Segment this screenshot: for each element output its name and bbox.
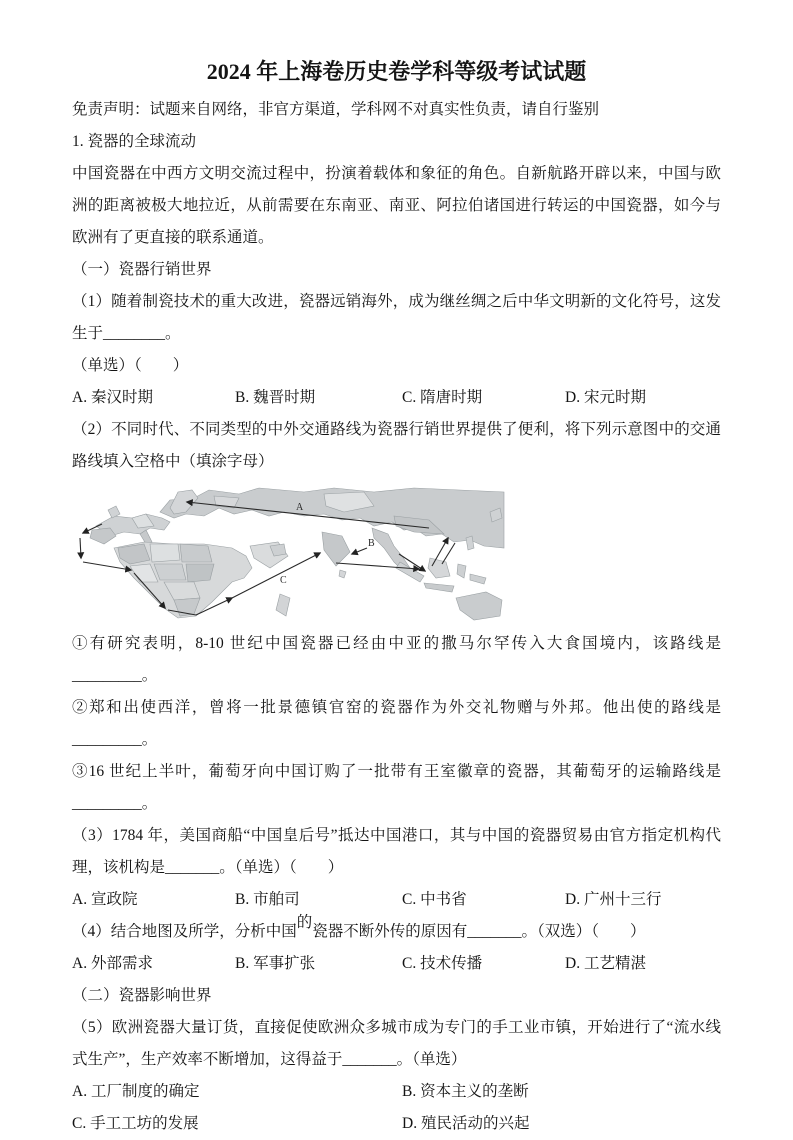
question-4-text-pre: （4）结合地图及所学，分析中国 [72,923,297,940]
disclaimer-text: 免责声明：试题来自网络，非官方渠道，学科网不对真实性负责，请自行鉴别 [72,101,600,118]
option-a: A. 外部需求 [72,955,153,972]
option-b: B. 资本主义的垄断 [402,1083,529,1100]
option-d: D. 殖民活动的兴起 [402,1115,530,1132]
question-2-sub2: ②郑和出使西洋，曾将一批景德镇官窑的瓷器作为外交礼物赠与外邦。他出使的路线是_________。 [72,699,721,748]
trade-routes-map [74,486,504,622]
option-d: D. 广州十三行 [565,891,662,908]
question-4-text-post: 瓷器不断外传的原因有_______。（双选）（ ） [312,923,646,940]
page-title: 2024 年上海卷历史卷学科等级考试试题 [206,59,587,84]
part2-heading: （二）瓷器影响世界 [72,987,212,1004]
option-b: B. 军事扩张 [235,955,316,972]
question-5-text: （5）欧洲瓷器大量订货，直接促使欧洲众多城市成为专门的手工业市镇，开始进行了“流水线式生产”，生产效率不断增加，这得益于_______。（单选） [72,1019,721,1068]
route-b-label: B [368,538,375,549]
option-a: A. 工厂制度的确定 [72,1083,200,1100]
question-3-options [72,884,721,916]
option-a: A. 宣政院 [72,891,138,908]
route-a-label: A [296,502,304,513]
intro-paragraph: 中国瓷器在中西方文明交流过程中，扮演着载体和象征的角色。自新航路开辟以来，中国与欧洲的距离被极大地拉近，从前需要在东南亚、南亚、阿拉伯诸国进行转运的中国瓷器，如今与欧洲有了更直接的联系通道。 [72,165,721,246]
option-c: C. 中书省 [402,891,467,908]
question-2-sub1: ①有研究表明，8-10 世纪中国瓷器已经由中亚的撒马尔罕传入大食国境内，该路线是_________。 [72,635,721,684]
question-4-text: （4）结合地图及所学，分析中国的瓷器不断外传的原因有_______。（双选）（ ） [72,914,646,940]
option-b: B. 市舶司 [235,891,300,908]
option-b: B. 魏晋时期 [235,389,316,406]
option-a: A. 秦汉时期 [72,389,153,406]
option-c: C. 手工工坊的发展 [72,1115,199,1132]
part1-heading: （一）瓷器行销世界 [72,261,212,278]
question-4-options [72,948,721,980]
option-d: D. 工艺精湛 [565,955,646,972]
section-heading: 1. 瓷器的全球流动 [72,133,197,150]
question-1-options [72,382,721,414]
question-1-text: （1）随着制瓷技术的重大改进，瓷器远销海外，成为继丝绸之后中华文明新的文化符号，这发生于________。 [72,293,721,342]
option-c: C. 隋唐时期 [402,389,483,406]
option-d: D. 宋元时期 [565,389,646,406]
question-1-type-note: （单选）（ ） [72,357,189,374]
trade-routes-map-figure [74,486,504,622]
route-c-label: C [280,575,287,586]
question-2-text: （2）不同时代、不同类型的中外交通路线为瓷器行销世界提供了便利，将下列示意图中的交通路线填入空格中（填涂字母） [72,421,721,470]
question-2-sub3: ③16 世纪上半叶，葡萄牙向中国订购了一批带有王室徽章的瓷器，其葡萄牙的运输路线是_________。 [72,763,721,812]
option-c: C. 技术传播 [402,955,483,972]
question-5-options [72,1076,721,1140]
question-3-text: （3）1784 年，美国商船“中国皇后号”抵达中国港口，其与中国的瓷器贸易由官方指定机构代理，该机构是_______。（单选）（ ） [72,827,721,876]
